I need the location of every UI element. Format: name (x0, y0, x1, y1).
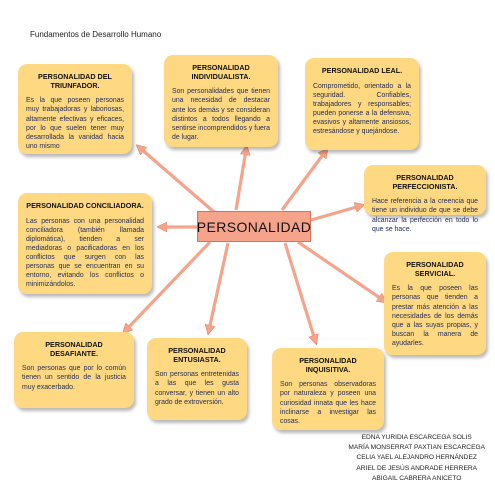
card-individualista (164, 55, 278, 147)
card-title: PERSONALIDAD INQUISITIVA. (299, 356, 357, 374)
credit-name: EDNA YURIDIA ESCARCEGA SOLIS (361, 434, 472, 441)
credit-name: ABIGAIL CABRERA ANICETO (371, 474, 462, 482)
card-title: PERSONALIDAD CONCILIADORA. (26, 201, 144, 210)
card-title: PERSONALIDAD INDIVIDUALISTA. (191, 63, 251, 81)
header-title: Fundamentos de Desarrollo Humano (30, 30, 162, 39)
arrow-to-leal (282, 152, 325, 210)
arrow-to-perfeccionista (311, 206, 360, 220)
card-title: PERSONALIDAD LEAL. (321, 66, 403, 75)
card-entusiasta (147, 338, 247, 420)
card-body: Son personas entretenidas a las que les gusta conversar, y tienen un alto grado de extroversión. (155, 371, 239, 406)
card-body: Es la que poseen las personas que tienden a prestar más atención a las necesidades de los demás que a las suyas propias, y buscan la manera de ayudarles. (392, 285, 478, 347)
card-title: PERSONALIDAD PERFECCIONISTA. (392, 173, 458, 191)
card-body: Las personas con una personalidad conciliadora (también llamada diplomática), tienden a ser mediadoras o pacificadoras en los conflictos que surgen con las personas que se encuentran en su entorno, evitando los conflictos o minimizándolos. (26, 217, 144, 289)
card-title: PERSONALIDAD DESAFIANTE. (45, 340, 103, 358)
card-desafiante (14, 332, 134, 408)
arrow-to-inquisitiva (285, 243, 315, 340)
arrow-to-entusiasta (209, 243, 228, 330)
credits (348, 433, 485, 484)
arrow-to-servicial (298, 242, 383, 300)
card-servicial (384, 252, 486, 355)
card-title: PERSONALIDAD DEL TRIUNFADOR. (38, 72, 112, 90)
card-triunfador (18, 64, 132, 154)
card-perfeccionista (364, 165, 486, 233)
card-body: Hace referencia a la creencia que tiene un individuo de que se debe alcanzar la perfección en todo lo que se hace. (372, 198, 478, 233)
card-body: Son personas observadoras por naturaleza y poseen una curiosidad innata que les hace inclinarse a investigar las cosas. (280, 381, 376, 425)
card-body: Es la que poseen personas muy trabajadoras y laboriosas, altamente efectivas y eficaces, por lo que suelen tener muy desarrollada la vanidad hacia uno mismo (26, 97, 124, 150)
card-body: Son personalidades que tienen una necesidad de destacar ante los demás y se consideran distintos a todos llegando a sentirse incomprendidos y fuera de lugar. (172, 88, 270, 141)
credit-name: ARIEL DE JESÚS ANDRADE HERRERA (356, 464, 477, 472)
credit-name: MARÍA MONSERRAT PAXTIAN ESCARCEGA (348, 444, 485, 452)
card-leal (305, 58, 419, 150)
card-body: Comprometido, orientado a la seguridad. Confiables, trabajadores y responsables; pueden ponerse a la defensiva, evasivos y altamente ansiosos, estresándose y quejándose. (313, 82, 411, 136)
center-node: PERSONALIDAD (197, 211, 311, 242)
card-title: PERSONALIDAD ENTUSIASTA. (168, 346, 226, 364)
card-title: PERSONALIDAD SERVICIAL. (406, 260, 464, 278)
card-conciliadora (18, 193, 152, 294)
card-body: Son personas que por lo común tienen un sentido de la justicia muy exacerbado. (22, 365, 126, 391)
credit-name: CELIA YAEL ALEJANDRO HERNÁNDEZ (356, 454, 477, 462)
arrow-to-individualista (236, 150, 246, 210)
card-inquisitiva (272, 348, 384, 430)
